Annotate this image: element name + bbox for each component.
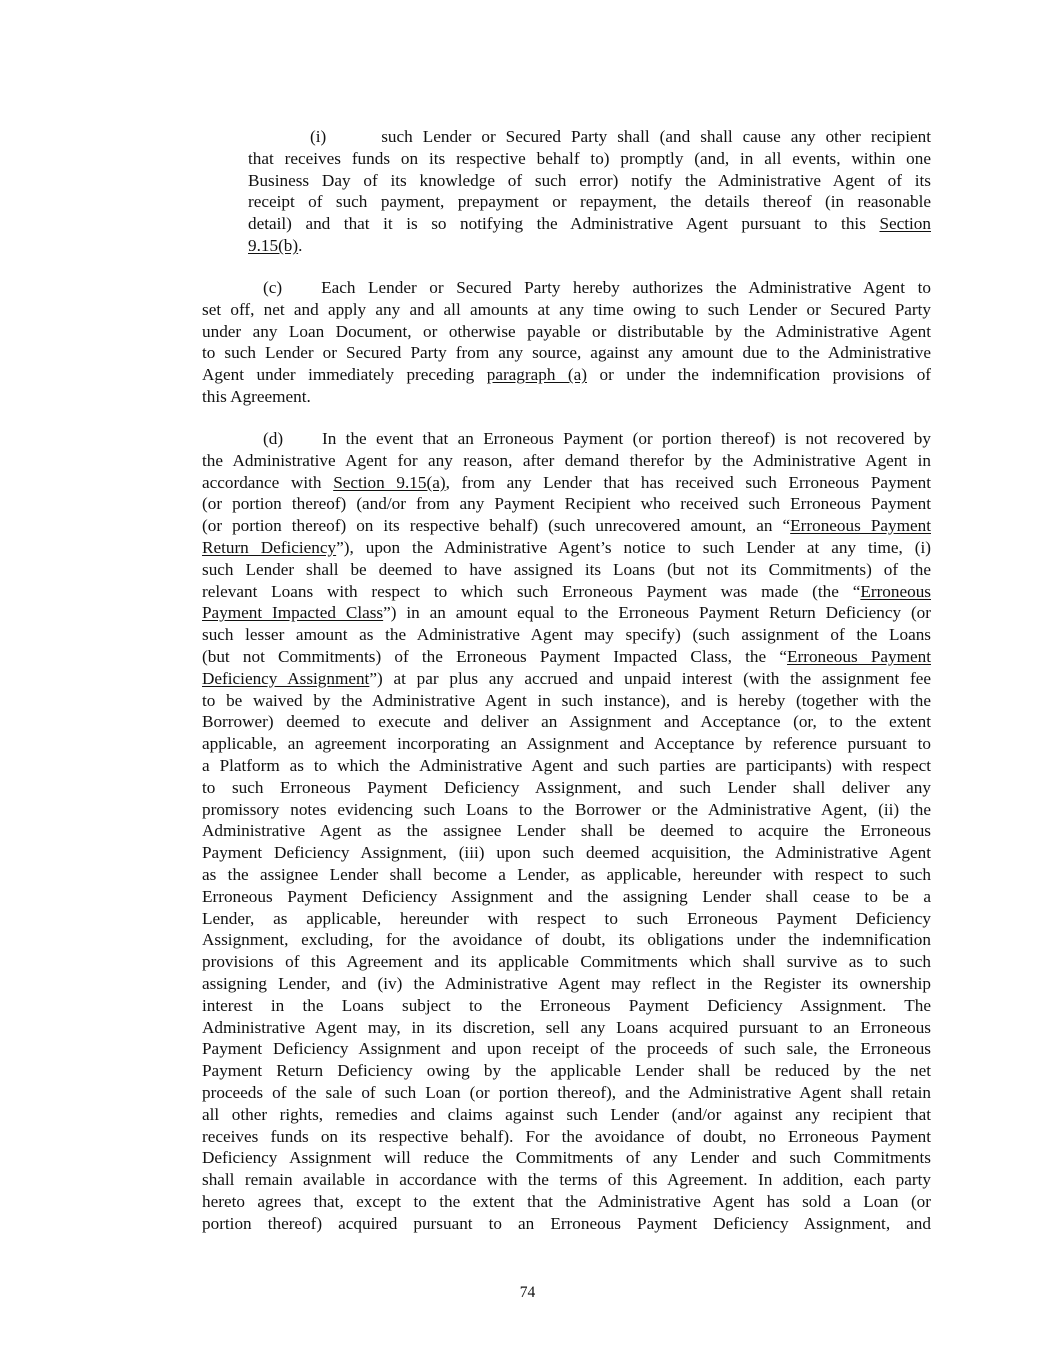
clause-d-line-4: (or portion thereof) (and/or from any Payment Recipient who received such Erroneous Payment [202,494,931,514]
clause-d-line-31: proceeds of the sale of such Loan (or portion thereof), and the Administrative Agent shall retain [202,1082,931,1102]
clause-i-line-5: detail) and that it is so notifying the Administrative Agent pursuant to this Section [248,214,931,234]
clause-i-marker: (i) [310,127,327,146]
clause-i-line-2: that receives funds on its respective behalf to) promptly (and, in all events, within one [248,148,931,168]
defined-term-deficiency-assignment-cont: Deficiency Assignment [202,668,370,688]
clause-d-line-20: Payment Deficiency Assignment, (iii) upon such deemed acquisition, the Administrative Agent [202,843,931,863]
clause-d-line-24: Assignment, excluding, for the avoidance of doubt, its obligations under the indemnification [202,930,931,950]
clause-d-marker: (d) [263,429,284,448]
page-number: 74 [519,1284,536,1301]
clause-d-paragraph [202,428,931,1234]
clause-d-line-29: Payment Deficiency Assignment and upon receipt of the proceeds of such sale, the Erroneous [202,1039,931,1059]
clause-d-line-26: assigning Lender, and (iv) the Administrative Agent may reflect in the Register its ownership [202,973,931,993]
clause-i-paragraph [248,126,931,257]
defined-term-impacted-class: Erroneous [860,581,931,601]
clause-c-line-3: under any Loan Document, or otherwise payable or distributable by the Administrative Agent [202,321,931,341]
clause-d-line-12: Deficiency Assignment”) at par plus any accrued and unpaid interest (with the assignment fee [202,668,932,688]
clause-i-line-6: 9.15(b). [248,235,303,255]
clause-c-line-6: this Agreement. [202,386,311,406]
clause-i-line-1: (i) such Lender or Secured Party shall (and shall cause any other recipient [310,127,931,146]
clause-d-line-7: such Lender shall be deemed to have assigned its Loans (but not its Commitments) of the [202,559,931,579]
clause-d-line-27: interest in the Loans subject to the Erroneous Payment Deficiency Assignment. The [202,995,931,1015]
clause-c-paragraph [202,277,931,408]
clause-d-line-2: the Administrative Agent for any reason, after demand therefor by the Administrative Agent in [202,450,931,470]
clause-d-line-23: Lender, as applicable, hereunder with respect to such Erroneous Payment Deficiency [202,908,931,928]
clause-d-line-13: to be waived by the Administrative Agent in such instance), and is hereby (together with the [202,690,931,710]
clause-i-line-4: receipt of such payment, prepayment or repayment, the details thereof (in reasonable [248,192,931,212]
clause-d-line-5: (or portion thereof) on its respective behalf) (such unrecovered amount, an “Erroneous Payment [202,516,931,536]
clause-d-line-34: Deficiency Assignment will reduce the Commitments of any Lender and such Commitments [202,1148,931,1168]
clause-d-line-3: accordance with Section 9.15(a), from any Lender that has received such Erroneous Payment [202,472,931,492]
clause-d-line-19: Administrative Agent as the assignee Lender shall be deemed to acquire the Erroneous [202,821,931,841]
section-9-15-a-reference: Section 9.15(a) [333,472,446,492]
clause-c-line-4: to such Lender or Secured Party from any source, against any amount due to the Administrative [202,343,931,363]
clause-c-line-5: Agent under immediately preceding paragraph (a) or under the indemnification provisions of [202,365,932,385]
clause-c-line-2: set off, net and apply any and all amounts at any time owing to such Lender or Secured Party [202,299,931,319]
clause-d-line-11: (but not Commitments) of the Erroneous Payment Impacted Class, the “Erroneous Payment [202,646,931,666]
clause-d-line-33: receives funds on its respective behalf). For the avoidance of doubt, no Erroneous Payment [202,1126,931,1146]
clause-d-line-22: Erroneous Payment Deficiency Assignment and the assigning Lender shall cease to be a [202,886,931,906]
clause-d-line-9: Payment Impacted Class”) in an amount equal to the Erroneous Payment Return Deficiency (or [202,603,931,623]
clause-d-line-18: promissory notes evidencing such Loans to the Borrower or the Administrative Agent, (ii) the [202,799,931,819]
clause-d-line-14: Borrower) deemed to execute and deliver an Assignment and Acceptance (or, to the extent [202,712,931,732]
clause-d-line-8: relevant Loans with respect to which such Erroneous Payment was made (the “Erroneous [202,581,931,601]
clause-d-line-28: Administrative Agent may, in its discretion, sell any Loans acquired pursuant to an Erroneous [202,1017,931,1037]
defined-term-impacted-class-cont: Payment Impacted Class [202,603,384,623]
clause-d-line-10: such lesser amount as the Administrative Agent may specify) (such assignment of the Loans [202,625,931,645]
clause-d-line-35: shall remain available in accordance with the terms of this Agreement. In addition, each party [202,1170,931,1190]
paragraph-a-reference: paragraph (a) [486,365,587,385]
clause-c-marker: (c) [263,278,283,297]
clause-d-line-25: provisions of this Agreement and its applicable Commitments which shall survive as to such [202,952,931,972]
clause-d-line-32: all other rights, remedies and claims against such Lender (and/or against any recipient that [202,1104,931,1124]
defined-term-deficiency-assignment: Erroneous Payment [787,646,931,666]
section-9-15-b-reference-cont: 9.15(b) [248,235,299,255]
clause-d-line-30: Payment Return Deficiency owing by the applicable Lender shall be reduced by the net [202,1061,931,1081]
clause-d-line-6: Return Deficiency”), upon the Administrative Agent’s notice to such Lender at any time, (i) [202,537,931,557]
clause-d-line-36: hereto agrees that, except to the extent that the Administrative Agent has sold a Loan (or [202,1191,931,1211]
clause-d-line-1: (d) In the event that an Erroneous Payment (or portion thereof) is not recovered by [263,429,931,448]
clause-d-line-37: portion thereof) acquired pursuant to an Erroneous Payment Deficiency Assignment, and [202,1213,931,1233]
defined-term-return-deficiency-cont: Return Deficiency [202,537,337,557]
clause-d-line-17: to such Erroneous Payment Deficiency Assignment, and such Lender shall deliver any [202,777,931,797]
clause-d-line-21: as the assignee Lender shall become a Lender, as applicable, hereunder with respect to such [202,864,931,884]
defined-term-return-deficiency: Erroneous Payment [790,516,931,536]
section-9-15-b-reference: Section [879,214,931,234]
clause-c-line-1: (c) Each Lender or Secured Party hereby authorizes the Administrative Agent to [263,278,931,297]
clause-i-line-3: Business Day of its knowledge of such error) notify the Administrative Agent of its [248,170,931,190]
clause-d-line-15: applicable, an agreement incorporating an Assignment and Acceptance by reference pursuant to [202,734,931,754]
clause-d-line-16: a Platform as to which the Administrative Agent and such parties are participants) with respect [202,755,931,775]
